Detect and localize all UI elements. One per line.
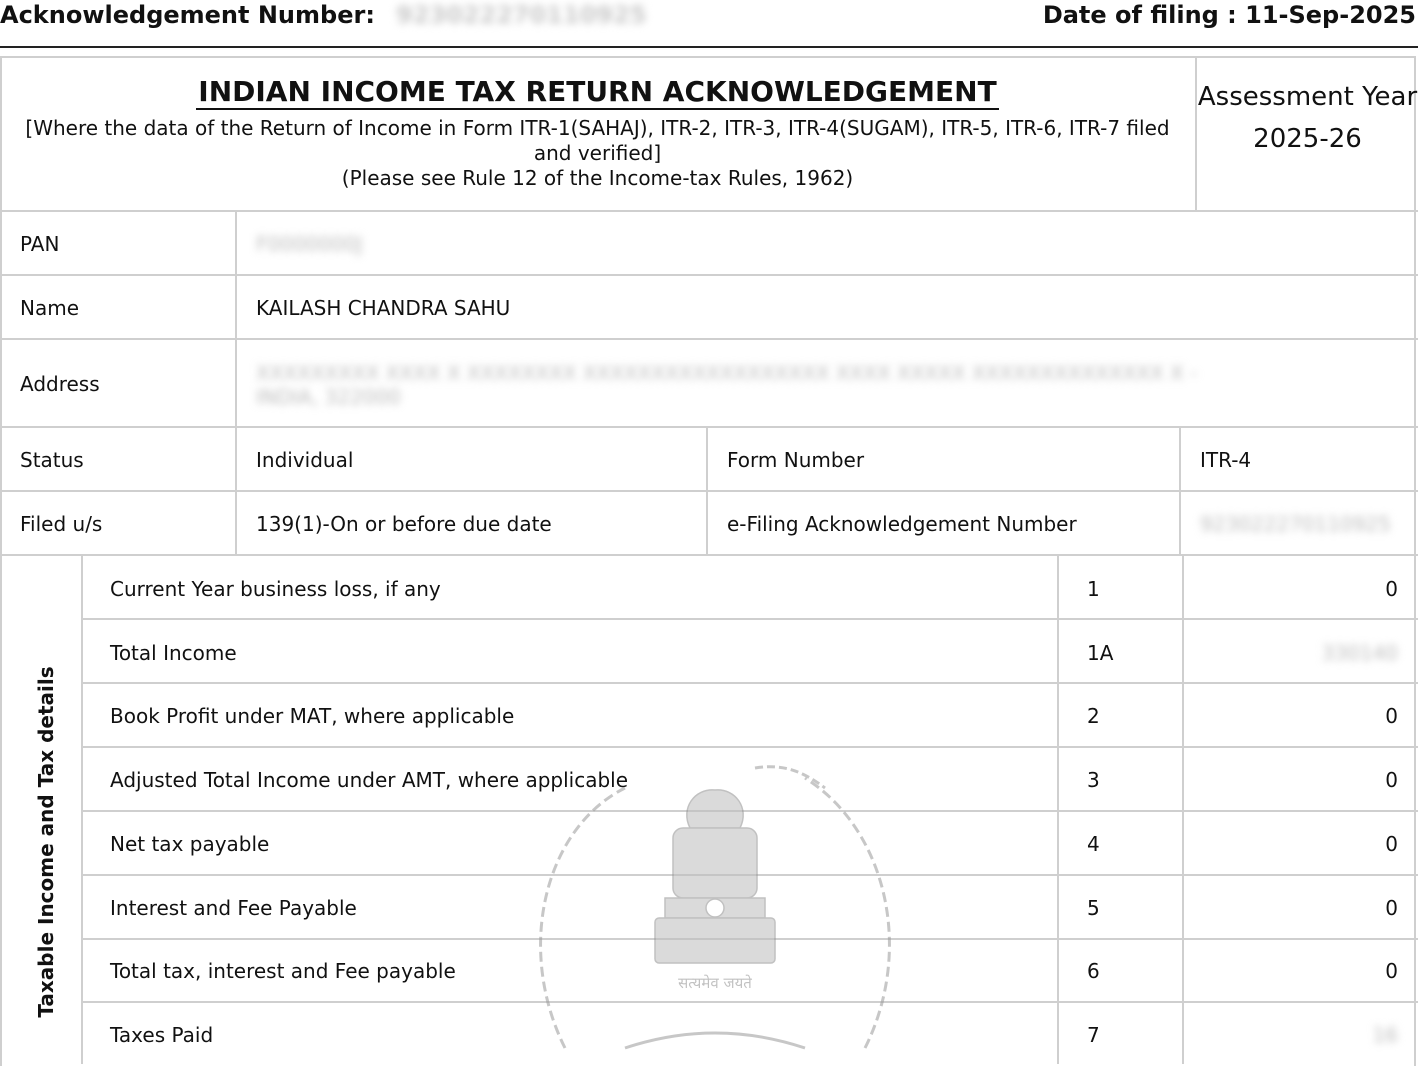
divider	[706, 427, 708, 555]
tax-row-label: Adjusted Total Income under AMT, where applicable	[110, 768, 629, 793]
divider	[0, 210, 1418, 212]
top-bar	[0, 0, 1418, 48]
status-value: Individual	[256, 448, 354, 472]
document-title: INDIAN INCOME TAX RETURN ACKNOWLEDGEMENT	[198, 75, 997, 108]
address-value-line2: INDIA, 322000	[256, 385, 401, 409]
address-label: Address	[20, 372, 100, 396]
tax-row-value: 0	[1385, 577, 1398, 601]
tax-row-label: Total tax, interest and Fee payable	[110, 959, 456, 984]
tax-row-value: 0	[1385, 704, 1398, 729]
tax-row-value: 0	[1385, 895, 1398, 920]
divider	[0, 274, 1418, 276]
efiling-ack-value: 923022270110925	[1200, 512, 1391, 536]
divider	[82, 874, 1418, 876]
address-value: XXXXXXXXX XXXX X XXXXXXXX XXXXXXXXXXXXXXXXXX XXXX XXXXX XXXXXXXXXXXXXX X -	[256, 361, 1198, 385]
divider	[82, 938, 1418, 940]
divider	[0, 338, 1418, 340]
filed-under-section-label: Filed u/s	[20, 512, 103, 536]
tax-row-number: 2	[1087, 704, 1100, 729]
title-header	[0, 56, 1418, 212]
assessment-year-box	[1195, 56, 1418, 212]
pan-value: F0000000J	[256, 232, 363, 256]
status-label: Status	[20, 448, 84, 472]
divider	[0, 554, 1418, 556]
title-block	[0, 56, 1195, 212]
tax-row-value: 330140	[1321, 640, 1398, 665]
assessment-year-label: Assessment Year	[1197, 82, 1418, 112]
tax-row-label: Net tax payable	[110, 831, 270, 856]
name-value: KAILASH CHANDRA SAHU	[256, 296, 511, 320]
divider	[82, 682, 1418, 684]
divider	[1179, 427, 1181, 555]
divider	[82, 1001, 1418, 1003]
efiling-ack-label: e-Filing Acknowledgement Number	[727, 512, 1077, 536]
tax-row-number: 6	[1087, 959, 1100, 984]
divider	[82, 618, 1418, 620]
divider	[0, 490, 1418, 492]
assessment-year-value: 2025-26	[1253, 124, 1362, 154]
tax-row-number: 1	[1087, 577, 1100, 601]
tax-row-label: Taxes Paid	[110, 1022, 214, 1047]
tax-row-label: Current Year business loss, if any	[110, 577, 441, 601]
tax-row-number: 7	[1087, 1022, 1100, 1047]
tax-row-value: 16	[1372, 1022, 1398, 1047]
name-label: Name	[20, 296, 80, 320]
tax-row-number: 1A	[1087, 640, 1114, 665]
pan-label: PAN	[20, 232, 60, 256]
divider	[235, 211, 237, 555]
tax-row-number: 5	[1087, 895, 1100, 920]
tax-row-value: 0	[1385, 959, 1398, 984]
emblem-motto: सत्यमेव जयते	[678, 974, 752, 992]
form-number-label: Form Number	[727, 448, 865, 472]
tax-row-value: 0	[1385, 768, 1398, 793]
rule-reference: (Please see Rule 12 of the Income-tax Rules, 1962)	[341, 166, 854, 190]
tax-row-number: 3	[1087, 768, 1100, 793]
tax-row-value: 0	[1385, 831, 1398, 856]
tax-row-number: 4	[1087, 831, 1100, 856]
tax-row-label: Interest and Fee Payable	[110, 895, 357, 920]
date-of-filing: Date of filing : 11-Sep-2025	[1042, 1, 1416, 29]
form-description: [Where the data of the Return of Income in Form ITR-1(SAHAJ), ITR-2, ITR-3, ITR-4(SUGAM), ITR-5, ITR-6, ITR-7 filed and verified]	[25, 116, 1170, 165]
filed-under-section-value: 139(1)-On or before due date	[256, 512, 552, 536]
acknowledgement-number: 923022270110925	[396, 1, 647, 29]
form-number-value: ITR-4	[1200, 448, 1252, 472]
divider	[82, 810, 1418, 812]
divider	[82, 746, 1418, 748]
tax-row-label: Book Profit under MAT, where applicable	[110, 704, 515, 729]
tax-row-label: Total Income	[110, 640, 237, 665]
tax-section-title: Taxable Income and Tax details	[34, 666, 58, 1018]
acknowledgement-label: Acknowledgement Number:	[0, 1, 375, 29]
divider	[0, 426, 1418, 428]
